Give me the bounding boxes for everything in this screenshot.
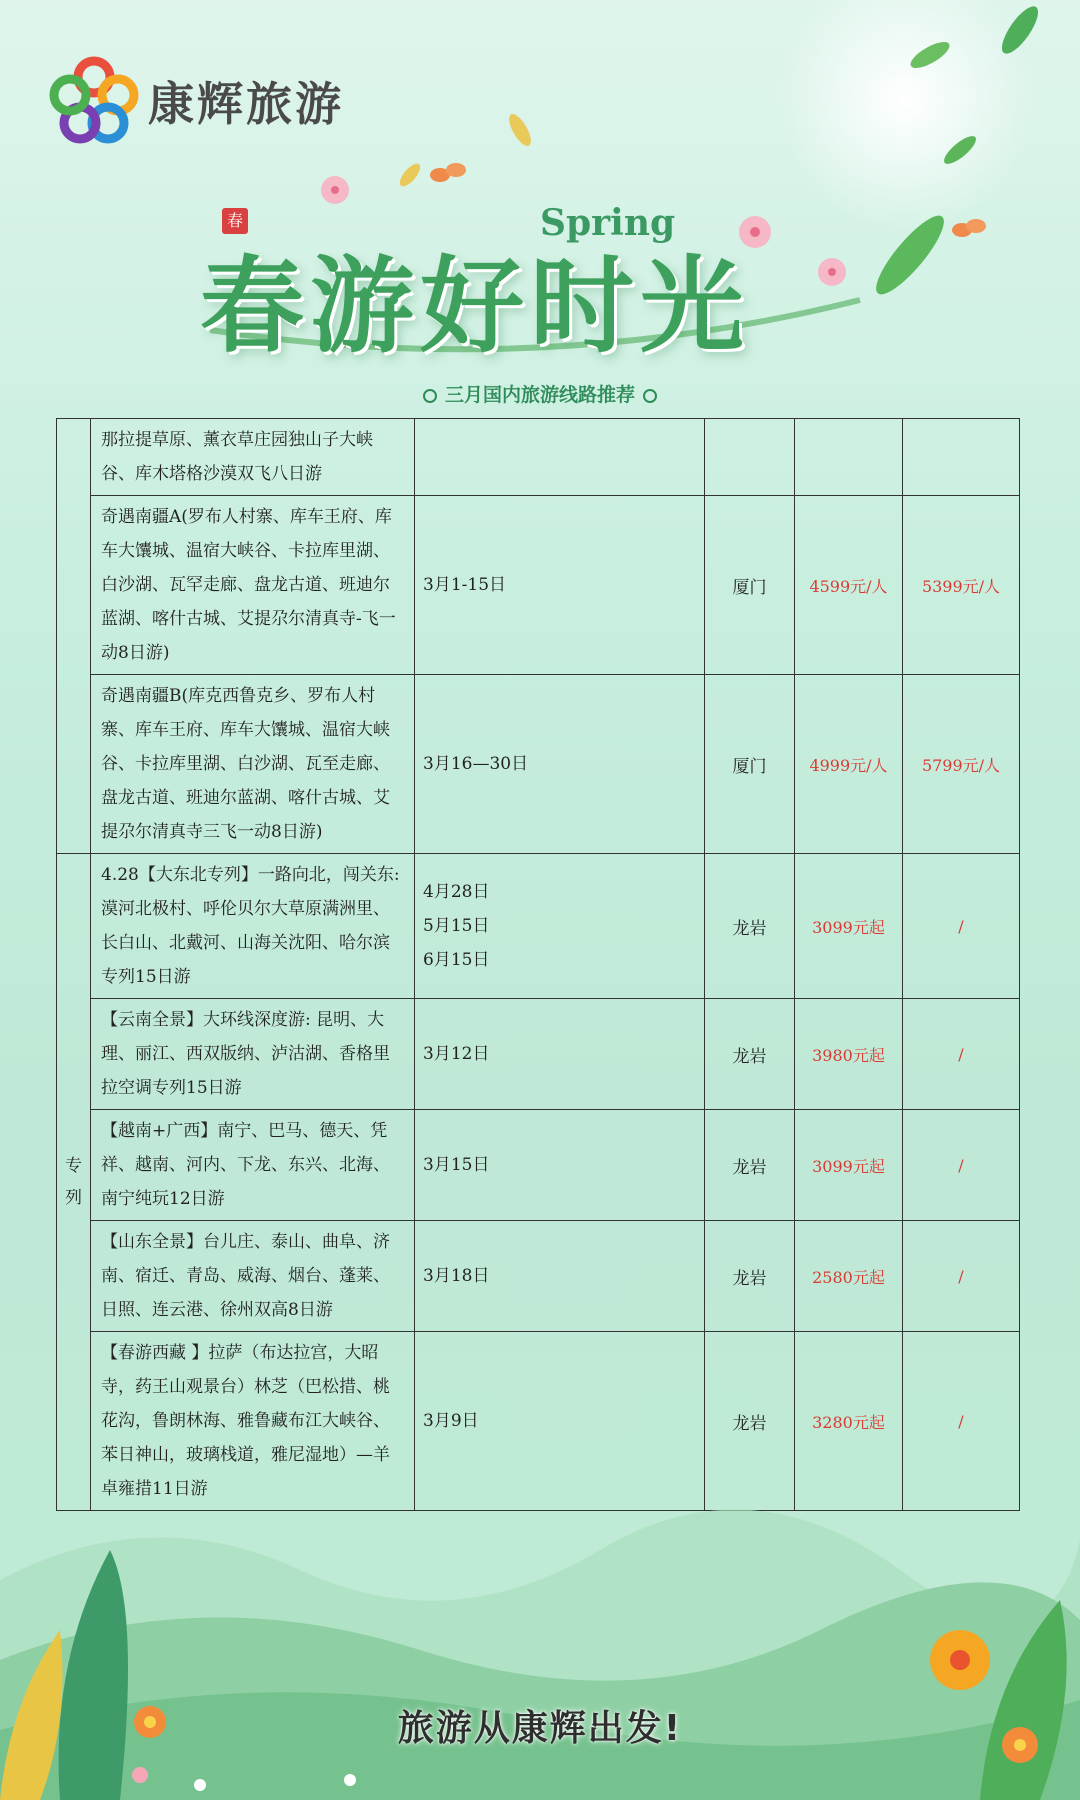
route-name: 奇遇南疆A(罗布人村寨、库车王府、库车大馕城、温宿大峡谷、卡拉库里湖、白沙湖、瓦罕走廊、盘龙古道、班迪尔蓝湖、喀什古城、艾提尕尔清真寺-飞一动8日游) <box>91 496 415 675</box>
departure-city: 龙岩 <box>705 1221 795 1332</box>
routes-table <box>56 418 1020 1511</box>
departure-city: 龙岩 <box>705 1110 795 1221</box>
spring-label: Spring <box>540 202 676 244</box>
bud-icon <box>194 1779 206 1791</box>
route-name: 【山东全景】台儿庄、泰山、曲阜、济南、宿迁、青岛、威海、烟台、蓬莱、日照、连云港、徐州双高8日游 <box>91 1221 415 1332</box>
price-primary: 2580元起 <box>795 1221 903 1332</box>
butterfly-icon <box>430 163 466 182</box>
blossom-icon <box>321 176 349 204</box>
circle-icon <box>643 389 657 403</box>
category-label: 专列 <box>65 1156 82 1208</box>
departure-city: 龙岩 <box>705 999 795 1110</box>
route-name: 【云南全景】大环线深度游: 昆明、大理、丽江、西双版纳、泸沽湖、香格里拉空调专列15日游 <box>91 999 415 1110</box>
route-name: 奇遇南疆B(库克西鲁克乡、罗布人村寨、库车王府、库车大馕城、温宿大峡谷、卡拉库里湖、白沙湖、瓦至走廊、盘龙古道、班迪尔蓝湖、喀什古城、艾提尕尔清真寺三飞一动8日游) <box>91 675 415 854</box>
price-secondary: / <box>903 1110 1020 1221</box>
circle-icon <box>423 389 437 403</box>
butterfly-icon <box>952 219 986 237</box>
price-secondary: 5399元/人 <box>903 496 1020 675</box>
table-row <box>57 675 1020 854</box>
price-primary: 3980元起 <box>795 999 903 1110</box>
hero-subtitle <box>0 380 1080 407</box>
brand-logo[interactable] <box>48 55 344 147</box>
price-secondary: 5799元/人 <box>903 675 1020 854</box>
price-primary: 4999元/人 <box>795 675 903 854</box>
route-name: 【春游西藏 】拉萨（布达拉宫，大昭寺，药王山观景台）林芝（巴松措、桃花沟，鲁朗林海、雅鲁藏布江大峡谷、苯日神山，玻璃栈道，雅尼湿地）—羊卓雍措11日游 <box>91 1332 415 1511</box>
route-dates: 3月15日 <box>415 1110 705 1221</box>
departure-city: 厦门 <box>705 496 795 675</box>
price-primary: 3099元起 <box>795 854 903 999</box>
route-dates: 3月9日 <box>415 1332 705 1511</box>
blossom-icon <box>818 258 846 286</box>
table-row <box>57 419 1020 496</box>
price-secondary: / <box>903 1332 1020 1511</box>
footer-slogan: 旅游从康辉出发! <box>397 1708 683 1749</box>
table-row <box>57 999 1020 1110</box>
header-banner <box>0 0 1080 415</box>
price-secondary: / <box>903 999 1020 1110</box>
table-row <box>57 496 1020 675</box>
route-name: 4.28【大东北专列】一路向北，闯关东:漠河北极村、呼伦贝尔大草原满洲里、长白山、北戴河、山海关沈阳、哈尔滨专列15日游 <box>91 854 415 999</box>
leaf-icon <box>396 160 423 189</box>
route-dates: 3月18日 <box>415 1221 705 1332</box>
leaf-icon <box>505 111 535 149</box>
bud-icon <box>132 1767 148 1783</box>
sun-glow <box>775 0 1035 230</box>
route-name: 那拉提草原、薰衣草庄园独山子大峡谷、库木塔格沙漠双飞八日游 <box>91 419 415 496</box>
price-primary <box>795 419 903 496</box>
spring-seal: 春 <box>222 208 248 234</box>
hero-title: 春游好时光 <box>200 244 751 367</box>
table-row <box>57 854 1020 999</box>
route-dates: 3月12日 <box>415 999 705 1110</box>
departure-city: 龙岩 <box>705 854 795 999</box>
flower-icon <box>930 1630 990 1690</box>
departure-city: 厦门 <box>705 675 795 854</box>
table-row <box>57 1221 1020 1332</box>
route-dates <box>415 419 705 496</box>
bud-icon <box>344 1774 356 1786</box>
price-secondary: / <box>903 1221 1020 1332</box>
route-dates: 3月1-15日 <box>415 496 705 675</box>
route-dates: 4月28日 5月15日 6月15日 <box>415 854 705 999</box>
departure-city <box>705 419 795 496</box>
subtitle-text: 三月国内旅游线路推荐 <box>444 384 635 406</box>
price-primary: 3099元起 <box>795 1110 903 1221</box>
table-row <box>57 1110 1020 1221</box>
departure-city: 龙岩 <box>705 1332 795 1511</box>
category-cell <box>57 419 91 854</box>
route-name: 【越南+广西】南宁、巴马、德天、凭祥、越南、河内、下龙、东兴、北海、南宁纯玩12日游 <box>91 1110 415 1221</box>
price-primary: 3280元起 <box>795 1332 903 1511</box>
category-cell <box>57 854 91 1511</box>
flower-ring-logo-icon <box>48 55 140 147</box>
price-primary: 4599元/人 <box>795 496 903 675</box>
price-secondary <box>903 419 1020 496</box>
route-dates: 3月16—30日 <box>415 675 705 854</box>
brand-name: 康辉旅游 <box>148 77 344 131</box>
price-secondary: / <box>903 854 1020 999</box>
